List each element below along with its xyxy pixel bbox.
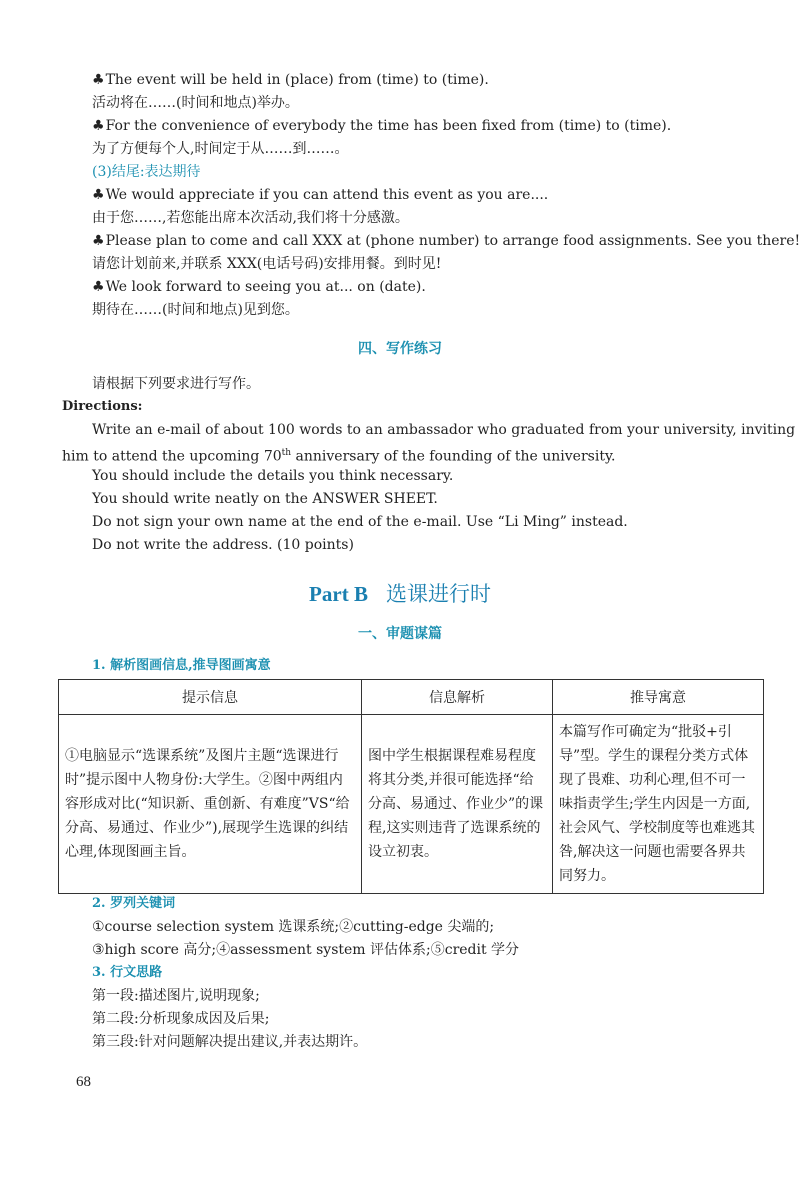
directions-label: Directions: bbox=[62, 399, 143, 414]
directions-line: You should write neatly on the ANSWER SHEET. bbox=[92, 491, 438, 507]
phrase-cn: 期待在……(时间和地点)见到您。 bbox=[92, 302, 299, 318]
table-header: 推导寓意 bbox=[553, 680, 764, 715]
table-cell: 图中学生根据课程难易程度将其分类,并很可能选择“给分高、易通过、作业少”的课程,这实则违背了选课系统的设立初衷。 bbox=[362, 715, 553, 894]
directions-text: anniversary of the founding of the university. bbox=[291, 448, 616, 465]
keyword-line: ③high score 高分;④assessment system 评估体系;⑤credit 学分 bbox=[92, 942, 520, 958]
part-b-subheading: 一、审题谋篇 bbox=[358, 626, 442, 642]
phrase-en: Please plan to come and call XXX at (phone number) to arrange food assignments. See you there! bbox=[105, 233, 800, 249]
club-icon: ♣ bbox=[92, 187, 105, 203]
phrase-en: We would appreciate if you can attend this event as you are.... bbox=[105, 187, 549, 203]
part-label: Part B bbox=[309, 582, 368, 606]
directions-line: Do not write the address. (10 points) bbox=[92, 537, 354, 553]
outline-line: 第三段:针对问题解决提出建议,并表达期许。 bbox=[92, 1034, 368, 1050]
table-header: 信息解析 bbox=[362, 680, 553, 715]
club-icon: ♣ bbox=[92, 233, 105, 249]
ordinal-suffix: th bbox=[281, 448, 292, 458]
phrase-line bbox=[92, 277, 426, 297]
section-heading: 3. 行文思路 bbox=[92, 965, 163, 980]
club-icon: ♣ bbox=[92, 72, 105, 88]
practice-heading: 四、写作练习 bbox=[358, 341, 442, 357]
info-table bbox=[58, 679, 764, 894]
phrase-line bbox=[92, 185, 548, 205]
club-icon: ♣ bbox=[92, 279, 105, 295]
phrase-en: For the convenience of everybody the time has been fixed from (time) to (time). bbox=[105, 118, 672, 134]
directions-line: Write an e-mail of about 100 words to an ambassador who graduated from your university, inviting bbox=[92, 422, 796, 438]
part-title: 选课进行时 bbox=[385, 582, 491, 606]
outline-line: 第二段:分析现象成因及后果; bbox=[92, 1011, 270, 1027]
directions-line: Do not sign your own name at the end of the e-mail. Use “Li Ming” instead. bbox=[92, 514, 628, 530]
keyword-line: ①course selection system 选课系统;②cutting-edge 尖端的; bbox=[92, 919, 495, 935]
part-b-title bbox=[0, 580, 800, 608]
table-cell: ①电脑显示“选课系统”及图片主题“选课进行时”提示图中人物身份:大学生。②图中两组内容形成对比(“知识新、重创新、有难度”VS“给分高、易通过、作业少”),展现学生选课的纠结心理,体现图画主旨。 bbox=[59, 715, 362, 894]
phrase-line bbox=[92, 231, 800, 251]
directions-text: him to attend the upcoming 70 bbox=[62, 448, 282, 465]
directions-line: You should include the details you think necessary. bbox=[92, 468, 454, 484]
section-heading: (3)结尾:表达期待 bbox=[92, 164, 201, 180]
club-icon: ♣ bbox=[92, 118, 105, 134]
phrase-en: The event will be held in (place) from (time) to (time). bbox=[105, 72, 489, 88]
phrase-line bbox=[92, 116, 671, 136]
phrase-cn: 请您计划前来,并联系 XXX(电话号码)安排用餐。到时见! bbox=[92, 256, 442, 272]
table-cell: 本篇写作可确定为“批驳+引导”型。学生的课程分类方式体现了畏难、功利心理,但不可一味指责学生;学生内因是一方面,社会风气、学校制度等也难逃其咎,解决这一问题也需要各界共同努力。 bbox=[553, 715, 764, 894]
phrase-en: We look forward to seeing you at... on (date). bbox=[105, 279, 426, 295]
phrase-cn: 为了方便每个人,时间定于从……到……。 bbox=[92, 141, 349, 157]
outline-line: 第一段:描述图片,说明现象; bbox=[92, 988, 260, 1004]
phrase-line bbox=[92, 70, 489, 90]
phrase-cn: 活动将在……(时间和地点)举办。 bbox=[92, 95, 299, 111]
section-heading: 1. 解析图画信息,推导图画寓意 bbox=[92, 658, 271, 673]
phrase-cn: 由于您……,若您能出席本次活动,我们将十分感激。 bbox=[92, 210, 409, 226]
practice-intro: 请根据下列要求进行写作。 bbox=[92, 376, 260, 392]
page-number: 68 bbox=[76, 1074, 91, 1090]
section-heading: 2. 罗列关键词 bbox=[92, 896, 176, 911]
table-header: 提示信息 bbox=[59, 680, 362, 715]
directions-line bbox=[62, 443, 615, 467]
